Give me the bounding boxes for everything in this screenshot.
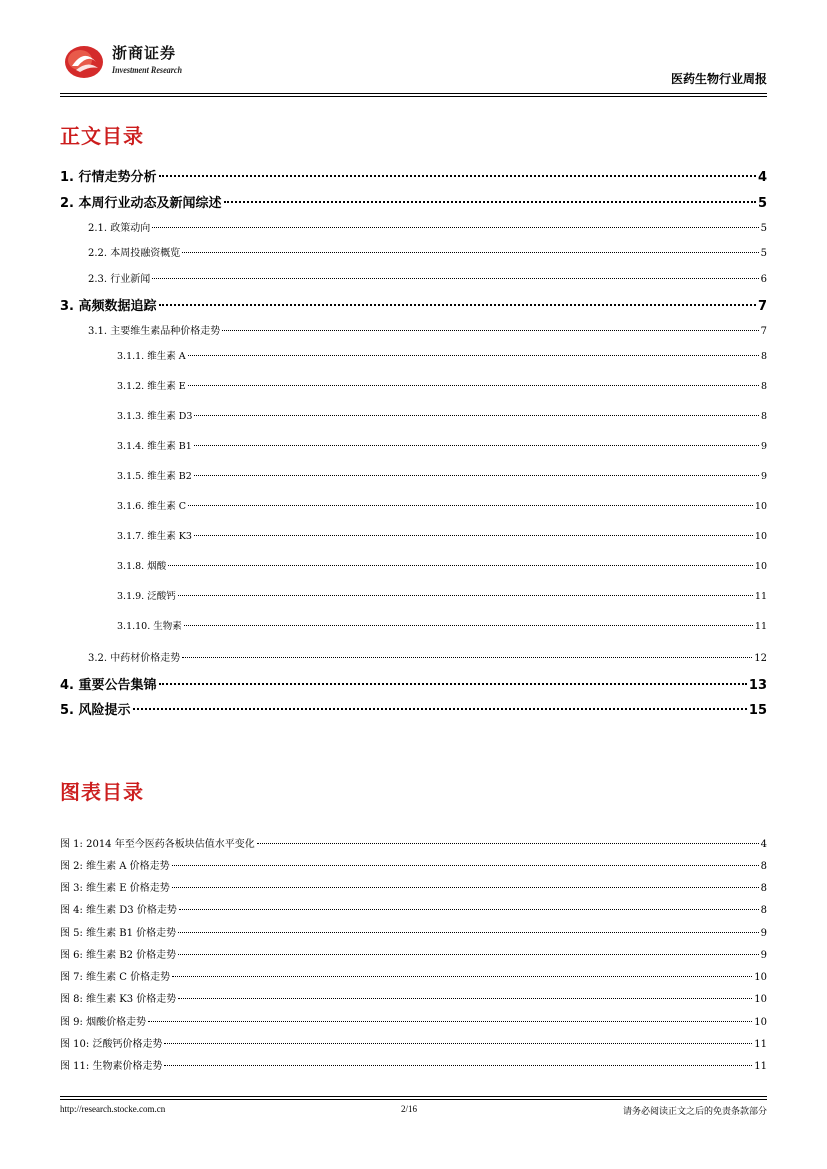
figure-entry-page: 10 xyxy=(754,972,767,983)
dot-leader xyxy=(172,976,752,977)
toc-entry-page: 12 xyxy=(754,653,767,664)
figure-entry-label: 图 7: 维生素 C 价格走势 xyxy=(60,972,171,983)
dot-leader xyxy=(188,355,759,356)
figure-entry-label: 图 4: 维生素 D3 价格走势 xyxy=(60,905,177,916)
figure-entry-label: 图 6: 维生素 B2 价格走势 xyxy=(60,950,177,961)
figure-entry[interactable] xyxy=(60,1057,767,1072)
toc-entry[interactable] xyxy=(88,270,767,285)
dot-leader xyxy=(164,1065,752,1066)
toc-entry-page: 13 xyxy=(748,678,767,693)
toc-entry-page: 11 xyxy=(754,591,767,602)
toc-entry-page: 5 xyxy=(757,196,767,211)
toc-entry-label: 3.1.2. 维生素 E xyxy=(117,381,186,392)
dot-leader xyxy=(194,415,759,416)
figure-entry[interactable] xyxy=(60,879,767,894)
figure-entry-label: 图 2: 维生素 A 价格走势 xyxy=(60,861,170,872)
page-header xyxy=(60,38,767,96)
header-divider-secondary xyxy=(60,96,767,97)
dot-leader xyxy=(148,1021,752,1022)
footer-disclaimer: 请务必阅读正文之后的免责条款部分 xyxy=(622,1107,767,1117)
toc-entry[interactable] xyxy=(88,649,767,664)
toc-entry[interactable] xyxy=(88,219,767,234)
dot-leader xyxy=(194,445,759,446)
dot-leader xyxy=(178,954,758,955)
toc-entry[interactable] xyxy=(117,438,767,452)
figure-entry-label: 图 1: 2014 年至今医药各板块估值水平变化 xyxy=(60,839,255,850)
header-divider xyxy=(60,93,767,94)
toc-entry[interactable] xyxy=(117,618,767,632)
dot-leader xyxy=(224,201,756,203)
toc-entry-page: 6 xyxy=(760,274,767,285)
dot-leader xyxy=(182,657,752,658)
toc-entry-page: 10 xyxy=(754,531,767,542)
toc-entry-label: 3.1.9. 泛酸钙 xyxy=(117,591,176,602)
footer-divider xyxy=(60,1096,767,1097)
toc-entry-label: 1. 行情走势分析 xyxy=(60,170,157,185)
figure-entry-label: 图 5: 维生素 B1 价格走势 xyxy=(60,928,177,939)
dot-leader xyxy=(194,535,753,536)
dot-leader xyxy=(159,304,756,306)
figure-entry-label: 图 9: 烟酸价格走势 xyxy=(60,1017,147,1028)
footer-url-link[interactable]: http://research.stocke.com.cn xyxy=(60,1104,166,1114)
figure-entry[interactable] xyxy=(60,857,767,872)
toc-entry-page: 7 xyxy=(757,299,767,314)
toc-entry-label: 5. 风险提示 xyxy=(60,703,131,718)
dot-leader xyxy=(178,998,752,999)
dot-leader xyxy=(159,175,756,177)
toc-entry-page: 9 xyxy=(760,441,767,452)
figure-entry-page: 10 xyxy=(754,1017,767,1028)
figure-entry[interactable] xyxy=(60,1035,767,1050)
toc-title: 正文目录 xyxy=(60,124,144,148)
figure-entry[interactable] xyxy=(60,1013,767,1028)
toc-entry-page: 8 xyxy=(760,411,767,422)
toc-entry[interactable] xyxy=(117,348,767,362)
dot-leader xyxy=(188,505,753,506)
toc-entry-page: 15 xyxy=(748,703,767,718)
toc-entry-page: 10 xyxy=(754,561,767,572)
figures-title: 图表目录 xyxy=(60,780,144,804)
dot-leader xyxy=(188,385,759,386)
figure-entry-label: 图 8: 维生素 K3 价格走势 xyxy=(60,994,177,1005)
toc-entry-page: 5 xyxy=(760,248,767,259)
toc-entry-label: 3.1.10. 生物素 xyxy=(117,621,182,632)
toc-entry[interactable] xyxy=(60,192,767,211)
footer-page-number: 2/16 xyxy=(401,1104,418,1114)
toc-entry-label: 3.1.8. 烟酸 xyxy=(117,561,167,572)
figure-entry[interactable] xyxy=(60,924,767,939)
toc-entry-label: 3.1. 主要维生素品种价格走势 xyxy=(88,326,221,337)
dot-leader xyxy=(152,227,758,228)
toc-entry-page: 8 xyxy=(760,351,767,362)
dot-leader xyxy=(184,625,753,626)
figure-entry[interactable] xyxy=(60,990,767,1005)
company-logo-icon xyxy=(62,40,106,80)
dot-leader xyxy=(178,932,758,933)
dot-leader xyxy=(257,843,759,844)
toc-entry-label: 4. 重要公告集锦 xyxy=(60,678,157,693)
toc-entry[interactable] xyxy=(60,674,767,693)
toc-entry-label: 3.2. 中药材价格走势 xyxy=(88,653,181,664)
figure-entry-page: 9 xyxy=(760,928,767,939)
toc-entry-page: 9 xyxy=(760,471,767,482)
toc-entry[interactable] xyxy=(88,244,767,259)
toc-entry[interactable] xyxy=(60,699,767,718)
figure-entry-label: 图 10: 泛酸钙价格走势 xyxy=(60,1039,163,1050)
toc-entry[interactable] xyxy=(117,558,767,572)
toc-entry-label: 3.1.3. 维生素 D3 xyxy=(117,411,193,422)
toc-entry-page: 4 xyxy=(757,170,767,185)
figure-entry-page: 8 xyxy=(760,861,767,872)
toc-entry[interactable] xyxy=(117,408,767,422)
dot-leader xyxy=(168,565,753,566)
toc-entry-label: 2.1. 政策动向 xyxy=(88,223,151,234)
toc-entry[interactable] xyxy=(117,528,767,542)
toc-entry[interactable] xyxy=(88,322,767,337)
toc-entry-label: 3.1.5. 维生素 B2 xyxy=(117,471,192,482)
dot-leader xyxy=(182,252,758,253)
toc-entry-label: 2. 本周行业动态及新闻综述 xyxy=(60,196,222,211)
dot-leader xyxy=(172,865,759,866)
toc-entry-label: 3. 高频数据追踪 xyxy=(60,299,157,314)
report-type-title: 医药生物行业周报 xyxy=(670,72,767,86)
figure-entry-label: 图 11: 生物素价格走势 xyxy=(60,1061,163,1072)
toc-entry-page: 7 xyxy=(760,326,767,337)
figure-entry-page: 11 xyxy=(754,1039,767,1050)
figure-entry-page: 8 xyxy=(760,905,767,916)
toc-entry[interactable] xyxy=(60,166,767,185)
figure-entry-page: 9 xyxy=(760,950,767,961)
toc-entry-page: 10 xyxy=(754,501,767,512)
footer-divider-secondary xyxy=(60,1099,767,1100)
toc-entry-label: 2.3. 行业新闻 xyxy=(88,274,151,285)
figure-entry-page: 8 xyxy=(760,883,767,894)
toc-entry-label: 3.1.6. 维生素 C xyxy=(117,501,187,512)
toc-entry-page: 8 xyxy=(760,381,767,392)
figure-entry[interactable] xyxy=(60,901,767,916)
toc-entry[interactable] xyxy=(117,498,767,512)
dot-leader xyxy=(222,330,758,331)
figure-entry[interactable] xyxy=(60,968,767,983)
figure-entry[interactable] xyxy=(60,946,767,961)
figure-entry-label: 图 3: 维生素 E 价格走势 xyxy=(60,883,170,894)
dot-leader xyxy=(159,683,747,685)
figure-entry-page: 10 xyxy=(754,994,767,1005)
figure-entry[interactable] xyxy=(60,835,767,850)
toc-entry-label: 3.1.4. 维生素 B1 xyxy=(117,441,192,452)
toc-entry[interactable] xyxy=(117,588,767,602)
dot-leader xyxy=(133,708,747,710)
dot-leader xyxy=(194,475,759,476)
toc-entry[interactable] xyxy=(60,295,767,314)
logo-english-name: Investment Research xyxy=(112,65,182,75)
toc-entry-label: 3.1.1. 维生素 A xyxy=(117,351,186,362)
figure-entry-page: 4 xyxy=(760,839,767,850)
dot-leader xyxy=(179,909,759,910)
toc-entry-page: 5 xyxy=(760,223,767,234)
dot-leader xyxy=(178,595,753,596)
figure-entry-page: 11 xyxy=(754,1061,767,1072)
dot-leader xyxy=(164,1043,752,1044)
toc-entry-label: 3.1.7. 维生素 K3 xyxy=(117,531,192,542)
logo-chinese-name: 浙商证券 xyxy=(112,44,177,62)
toc-entry-label: 2.2. 本周投融资概览 xyxy=(88,248,181,259)
dot-leader xyxy=(152,278,758,279)
toc-entry[interactable] xyxy=(117,378,767,392)
toc-entry[interactable] xyxy=(117,468,767,482)
dot-leader xyxy=(172,887,759,888)
toc-entry-page: 11 xyxy=(754,621,767,632)
